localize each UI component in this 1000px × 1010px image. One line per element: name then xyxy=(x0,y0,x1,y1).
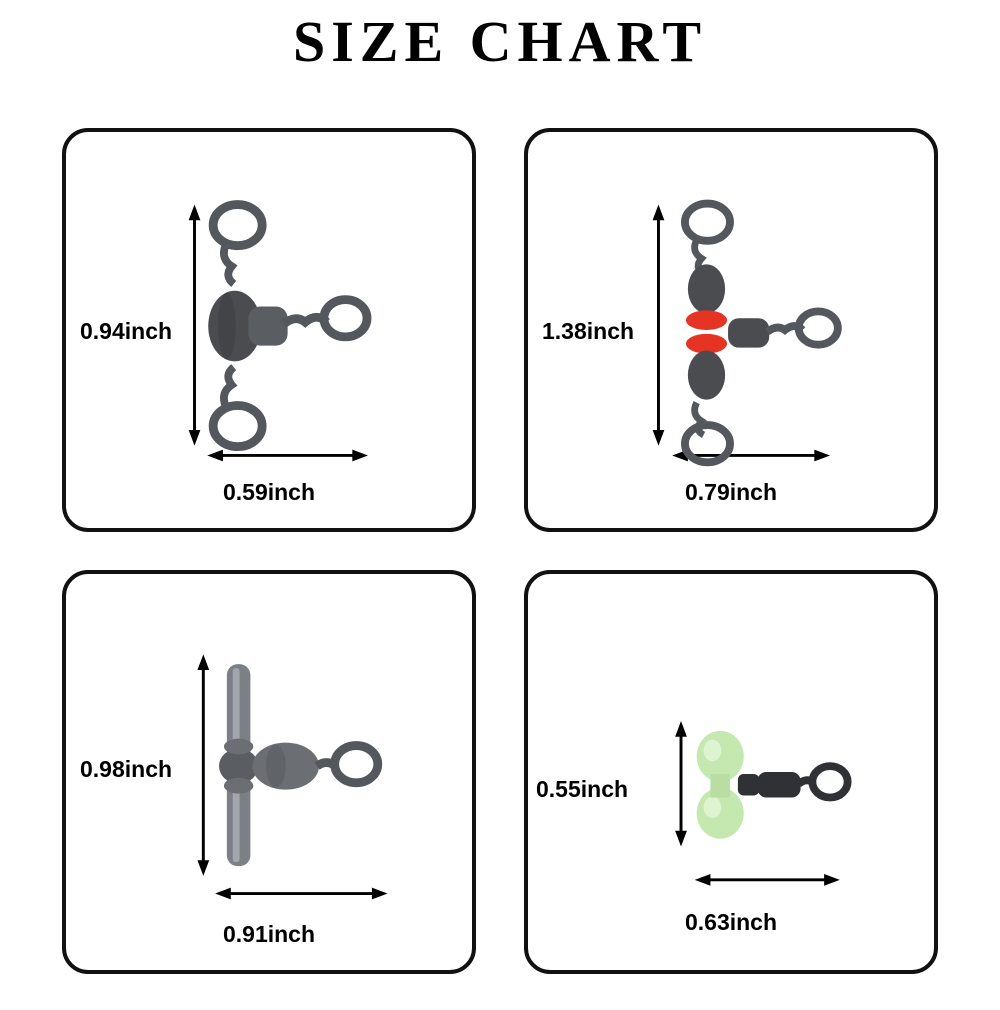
card-cross-line-swivel-red-beads xyxy=(524,128,938,532)
horizontal-dimension-label: 0.63inch xyxy=(684,909,778,935)
swivel-illustration xyxy=(208,205,367,447)
vertical-dimension-label: 0.94inch xyxy=(80,318,173,344)
swivel-illustration xyxy=(685,204,838,463)
vertical-dimension-label: 0.55inch xyxy=(536,776,629,802)
size-chart-grid xyxy=(62,128,938,974)
page-title: SIZE CHART xyxy=(292,9,708,74)
vertical-dimension-label: 0.98inch xyxy=(80,756,173,782)
horizontal-dimension-label: 0.91inch xyxy=(222,921,316,947)
horizontal-dimension-label: 0.79inch xyxy=(684,479,778,505)
swivel-illustration xyxy=(697,731,848,839)
swivel-illustration xyxy=(219,664,378,866)
vertical-dimension-arrow xyxy=(197,654,209,876)
red-bead xyxy=(686,310,727,330)
card-t-bar-swivel xyxy=(62,570,476,974)
card-cross-line-swivel xyxy=(62,128,476,532)
vertical-dimension-arrow xyxy=(189,205,201,446)
horizontal-dimension-arrow xyxy=(695,874,840,886)
vertical-dimension-arrow xyxy=(675,721,687,846)
horizontal-dimension-arrow xyxy=(207,450,368,462)
vertical-dimension-label: 1.38inch xyxy=(542,318,635,344)
horizontal-dimension-label: 0.59inch xyxy=(222,479,316,505)
card-luminous-bead-swivel xyxy=(524,570,938,974)
horizontal-dimension-arrow xyxy=(215,888,388,900)
vertical-dimension-arrow xyxy=(653,205,665,446)
